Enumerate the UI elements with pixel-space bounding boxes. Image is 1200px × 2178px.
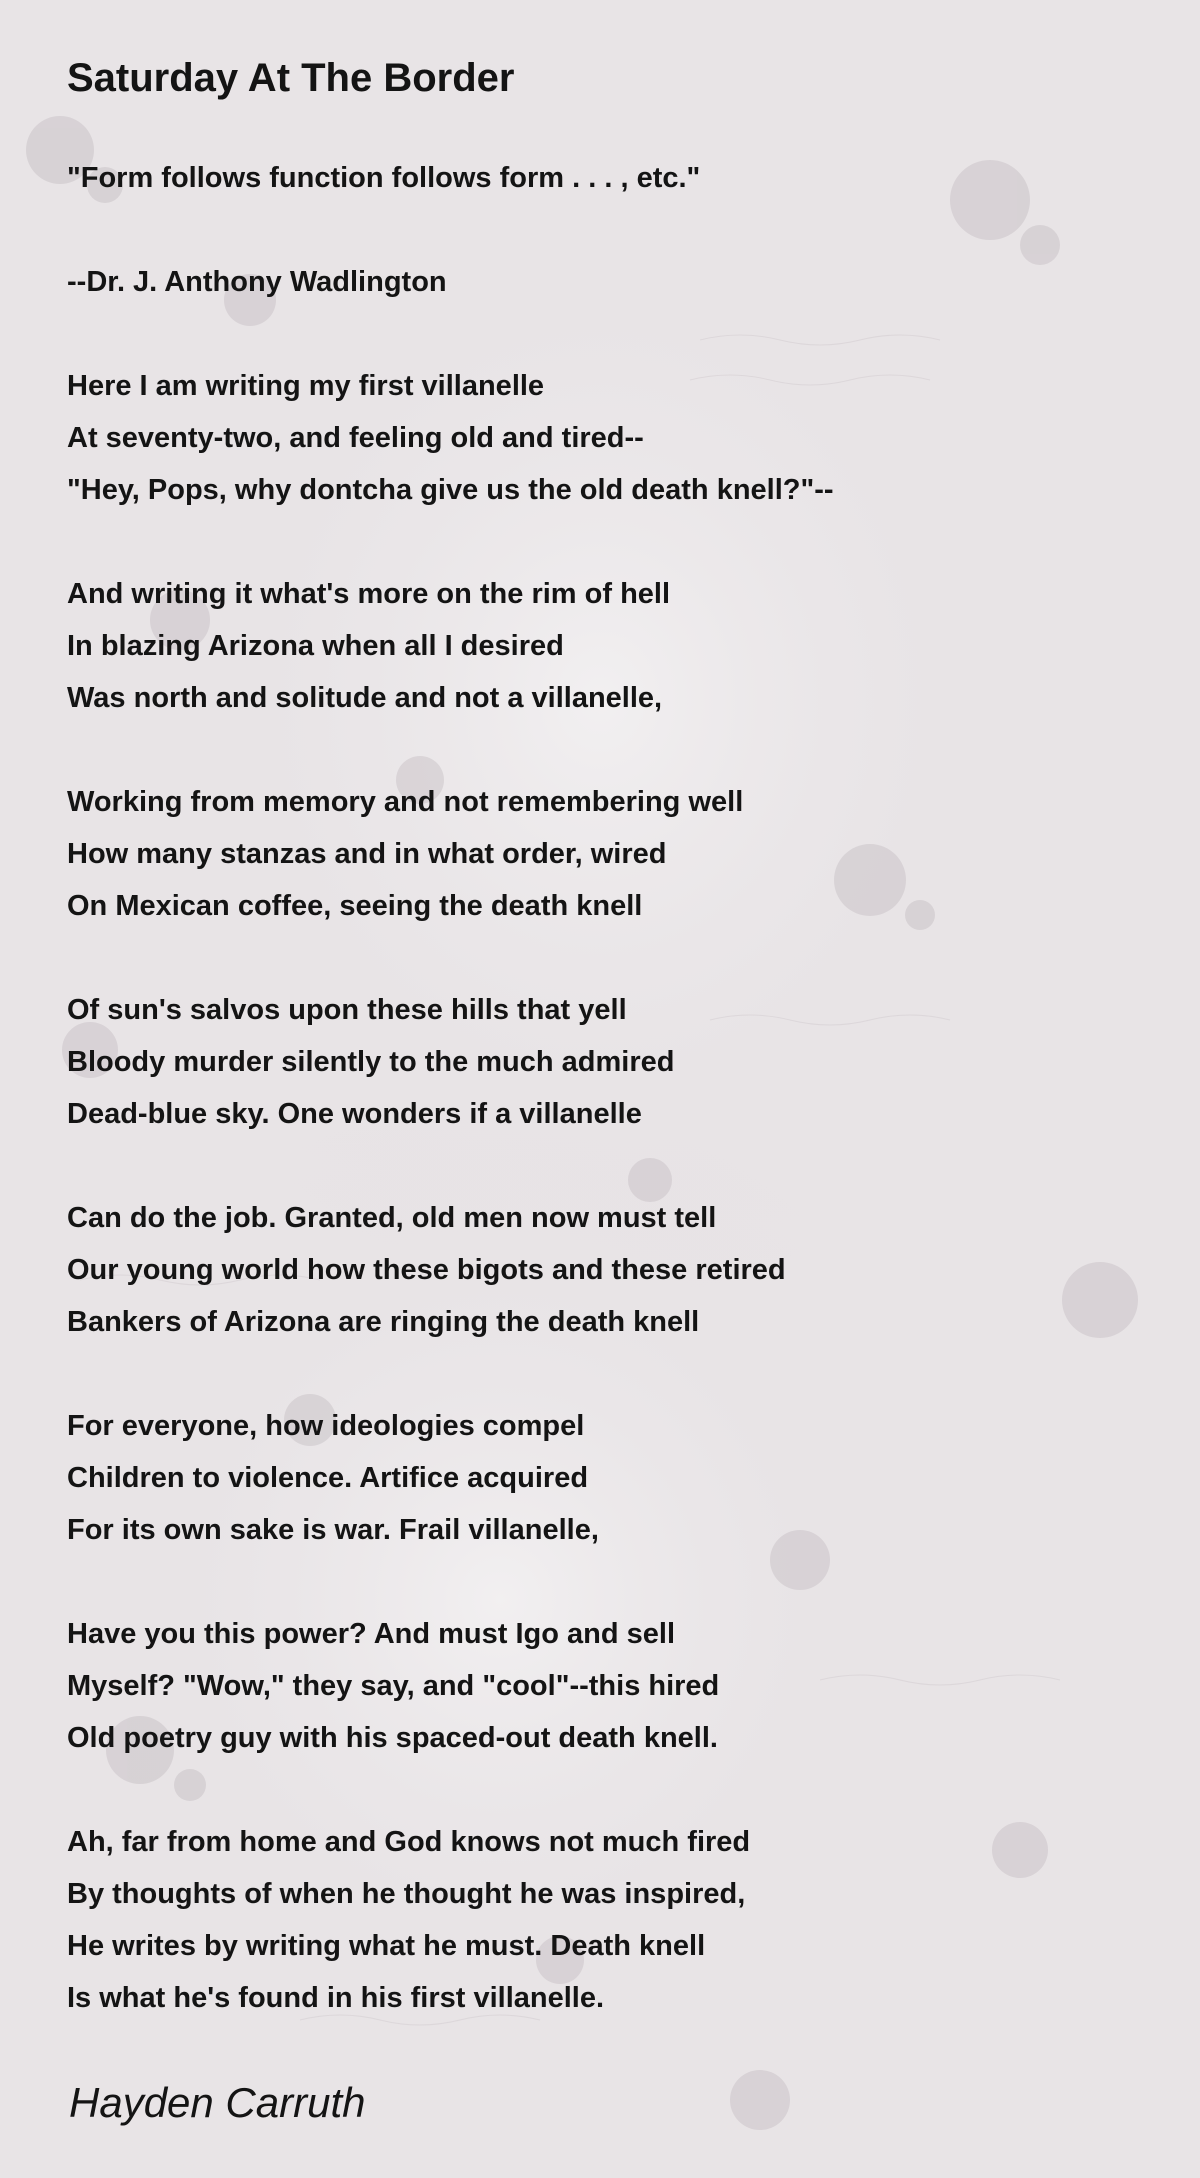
poem-line: On Mexican coffee, seeing the death knell	[67, 890, 643, 922]
poem-author: Hayden Carruth	[69, 2079, 366, 2126]
poem-title: Saturday At The Border	[67, 56, 515, 100]
poem-line: Of sun's salvos upon these hills that yell	[67, 994, 627, 1026]
poem-line: In blazing Arizona when all I desired	[67, 630, 564, 662]
poem-line: By thoughts of when he thought he was inspired,	[67, 1878, 746, 1910]
poem-line: Can do the job. Granted, old men now must tell	[67, 1202, 717, 1234]
stanza-break	[67, 1556, 1167, 1608]
stanza-break	[67, 932, 1167, 984]
stanza-break	[67, 308, 1167, 360]
poem-line: Children to violence. Artifice acquired	[67, 1462, 589, 1494]
poem-body	[67, 152, 1167, 2024]
stanza-break	[67, 724, 1167, 776]
stanza-break	[67, 516, 1167, 568]
stanza-break	[67, 204, 1167, 256]
poem-line: At seventy-two, and feeling old and tired--	[67, 422, 644, 454]
poem-line: Working from memory and not remembering well	[67, 786, 744, 818]
poem-line: For its own sake is war. Frail villanelle,	[67, 1514, 599, 1546]
poem-line: Old poetry guy with his spaced-out death knell.	[67, 1722, 718, 1754]
poem-line: Here I am writing my first villanelle	[67, 370, 545, 402]
poem-line: --Dr. J. Anthony Wadlington	[67, 266, 447, 298]
poem-line: Was north and solitude and not a villanelle,	[67, 682, 663, 714]
poem-line: Our young world how these bigots and these retired	[67, 1254, 786, 1286]
poem-line: Bankers of Arizona are ringing the death knell	[67, 1306, 700, 1338]
poem-line: "Hey, Pops, why dontcha give us the old death knell?"--	[67, 474, 834, 506]
stanza-break	[67, 1348, 1167, 1400]
poem-line: Have you this power? And must Igo and sell	[67, 1618, 676, 1650]
poem-line: Myself? "Wow," they say, and "cool"--this hired	[67, 1670, 720, 1702]
poem-line: He writes by writing what he must. Death knell	[67, 1930, 706, 1962]
poem-line: For everyone, how ideologies compel	[67, 1410, 585, 1442]
stanza-break	[67, 1140, 1167, 1192]
poem-line: How many stanzas and in what order, wired	[67, 838, 667, 870]
poem-line: Ah, far from home and God knows not much fired	[67, 1826, 751, 1858]
poem-line: Bloody murder silently to the much admired	[67, 1046, 675, 1078]
poem-line: Dead-blue sky. One wonders if a villanelle	[67, 1098, 642, 1130]
poem-line: Is what he's found in his first villanelle.	[67, 1982, 605, 2014]
stanza-break	[67, 1764, 1167, 1816]
poem-line: "Form follows function follows form . . . , etc."	[67, 162, 701, 194]
poem-line: And writing it what's more on the rim of hell	[67, 578, 671, 610]
